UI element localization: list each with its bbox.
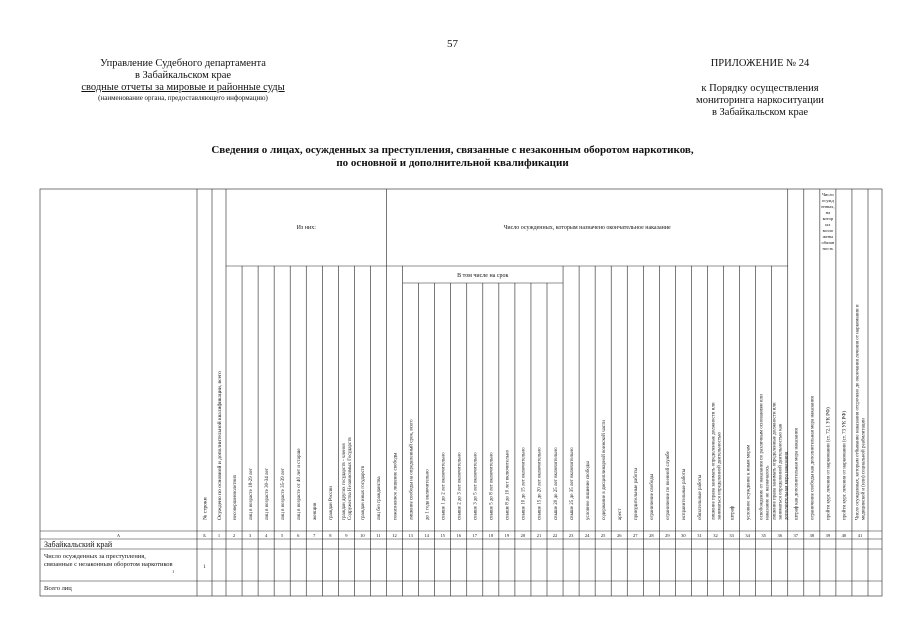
row2-label: Всего лиц [44, 585, 72, 592]
of-them-col: граждан других государств - членов [342, 443, 348, 520]
col-row-number: № строки [202, 497, 209, 520]
term-col: до 1 года включительно [425, 469, 431, 520]
other-punishment-col: условное осуждение к иным мерам [746, 444, 752, 520]
other-punishment-col: условное лишение свободы [585, 461, 591, 520]
term-col: свыше 10 до 15 лет включительно [521, 447, 527, 520]
term-col: свыше 1 до 2 лет включительно [441, 452, 447, 520]
of-them-col: лиц в возрасте 30-34 лет [264, 468, 270, 520]
other-punishment-col: пройти курс лечения от наркомании (ст. 72.1 УК РФ) [826, 407, 832, 520]
row1-label: связанные с незаконным оборотом наркотиков [44, 561, 173, 568]
other-punishment-col: медицинской и (или) социальной реабилитации [861, 418, 867, 520]
column-number: 15 [440, 533, 445, 538]
org-line-1: Управление Судебного департамента [100, 58, 266, 69]
column-number: 39 [825, 533, 831, 538]
column-number: 33 [729, 533, 734, 538]
appendix-line-1: к Порядку осуществления [701, 83, 819, 94]
column-number: 5 [281, 533, 284, 538]
column-number: 4 [265, 533, 268, 538]
treatment-heading: на [825, 210, 831, 215]
other-punishment-col: принудительные работы [634, 468, 640, 520]
other-punishment-col: Число осужденных, которым отбывание наказания отсрочено до окончания лечения от наркомании и [855, 304, 861, 520]
other-punishment-col: обязательные работы [698, 474, 704, 520]
org-caption: (наименование органа, предоставляющего информацию) [98, 94, 268, 102]
column-number: А [116, 533, 121, 538]
column-number: 34 [745, 533, 750, 538]
term-col: свыше 25 до 35 лет включительно [569, 447, 575, 520]
term-col: свыше 8 до 10 лет включительно [505, 449, 511, 520]
column-number: 36 [777, 533, 782, 538]
appendix-number: ПРИЛОЖЕНИЕ № 24 [710, 58, 810, 69]
other-punishment-col: заниматься определенной деятельностью как [778, 423, 784, 520]
column-number: 30 [681, 533, 686, 538]
other-punishment-col: пройти курс лечения от наркомании (ст. 73 УК РФ) [842, 411, 848, 520]
of-them-col: лиц в возрасте от 40 лет и старше [296, 448, 302, 520]
other-punishment-col: арест [617, 508, 623, 520]
of-them-col: лиц в возрасте 18-29 лет [248, 468, 254, 520]
column-number: 40 [841, 533, 847, 538]
term-col: свыше 3 до 5 лет включительно [473, 452, 479, 520]
term-col: свыше 2 до 3 лет включительно [457, 452, 463, 520]
of-them-heading: Из них: [296, 225, 316, 231]
term-col: свыше 15 до 20 лет включительно [537, 447, 543, 520]
treatment-heading: котор [822, 216, 834, 221]
column-number: 9 [345, 533, 348, 538]
term-col: свыше 20 до 25 лет включительно [553, 447, 559, 520]
other-punishment-col: ограничение свободы [650, 473, 656, 520]
treatment-heading: возло [822, 228, 834, 233]
treatment-heading: енных, [821, 204, 835, 209]
title-line-1: Сведения о лицах, осужденных за преступления, связанные с незаконным оборотом наркотиков, [211, 144, 694, 156]
treatment-heading: жены [822, 234, 834, 239]
treatment-heading: ых [825, 222, 831, 227]
column-number: 18 [488, 533, 494, 538]
other-punishment-col: освобождение от наказания по различным основаниям или [759, 394, 765, 520]
col-convicted-total: Осуждено по основной и дополнительной квалификации, всего [216, 371, 223, 520]
column-number: 20 [520, 533, 526, 538]
column-number: 41 [857, 533, 863, 538]
column-number: 7 [313, 533, 316, 538]
appendix-line-3: в Забайкальском крае [711, 107, 809, 118]
other-punishment-col: лишение права занимать определенные должности или [711, 402, 717, 520]
of-them-col: Содружества Независимых Государств [348, 437, 354, 520]
column-number: 16 [456, 533, 461, 538]
other-punishment-col: штраф как дополнительная мера наказания [794, 428, 800, 520]
column-number: 1 [217, 533, 221, 538]
column-number: 38 [809, 533, 815, 538]
column-number: 3 [248, 533, 252, 538]
other-punishment-col: дополнительная мера наказания [784, 451, 790, 520]
other-punishment-col: содержание в дисциплинарной воинской части [601, 420, 607, 520]
other-punishment-col: исправительные работы [682, 468, 688, 520]
of-them-col: граждан России [329, 486, 335, 520]
of-them-col: лиц без гражданства [377, 476, 383, 520]
column-number: 25 [600, 533, 606, 538]
punishment-col: пожизненное лишение свободы [393, 452, 399, 520]
term-group-heading: В том числе на срок [457, 273, 509, 279]
other-punishment-col: ограничение свободы как дополнительная мера наказания [810, 396, 816, 520]
page-number: 57 [447, 38, 458, 50]
region-row-label: Забайкальский край [44, 540, 113, 549]
other-punishment-col: заниматься определенной деятельностью [717, 431, 723, 520]
column-number: Б [203, 533, 206, 538]
column-number: 32 [713, 533, 718, 538]
appendix-line-2: мониторинга наркоситуации [696, 95, 824, 106]
row1-number: 1 [203, 565, 206, 570]
of-them-col: лиц в возрасте 35-39 лет [280, 468, 286, 520]
column-number: 13 [408, 533, 413, 538]
of-them-col: женщин [313, 502, 319, 520]
column-number: 22 [552, 533, 558, 538]
of-them-col: граждан иных государств [361, 465, 367, 520]
column-number: 31 [697, 533, 702, 538]
term-col: свыше 5 до 8 лет включительно [489, 452, 495, 520]
column-number: 37 [793, 533, 799, 538]
column-number: 10 [360, 533, 365, 538]
column-number: 21 [536, 533, 542, 538]
other-punishment-col: штраф [730, 505, 736, 520]
column-number: 35 [761, 533, 766, 538]
column-number: 11 [376, 533, 381, 538]
column-number: 12 [392, 533, 397, 538]
other-punishment-col: ограничение по военной службе [666, 451, 672, 520]
sentenced-heading: Число осужденных, которым назначено окончательное наказание [503, 225, 671, 231]
of-them-col: несовершеннолетних [232, 474, 238, 520]
column-number: 23 [568, 533, 574, 538]
column-number: 29 [665, 533, 670, 538]
other-punishment-col: лишение права занимать определенные должности или [772, 402, 778, 520]
title-line-2: по основной и дополнительной квалификации [336, 157, 569, 169]
org-line-3: сводные отчеты за мировые и районные суды [81, 82, 285, 93]
treatment-heading: обязан [821, 240, 835, 245]
treatment-heading: осужд [821, 198, 834, 203]
column-number: 19 [504, 533, 510, 538]
column-number: 26 [616, 533, 622, 538]
row1-footnote-mark: 1 [172, 569, 175, 574]
org-line-2: в Забайкальском крае [134, 70, 232, 81]
column-number: 2 [232, 533, 236, 538]
treatment-heading: ность [822, 246, 834, 251]
column-number: 27 [633, 533, 638, 538]
column-number: 24 [584, 533, 590, 538]
column-number: 8 [329, 533, 332, 538]
treatment-heading: Число [821, 192, 834, 197]
column-number: 14 [424, 533, 429, 538]
row1-label: Число осужденных за преступления, [44, 553, 146, 560]
punishment-col: лишение свободы на определенный срок, всего [409, 419, 415, 520]
column-number: 6 [297, 533, 300, 538]
column-number: 17 [472, 533, 478, 538]
column-number: 28 [649, 533, 654, 538]
other-punishment-col: наказание не назначалось [765, 465, 771, 520]
